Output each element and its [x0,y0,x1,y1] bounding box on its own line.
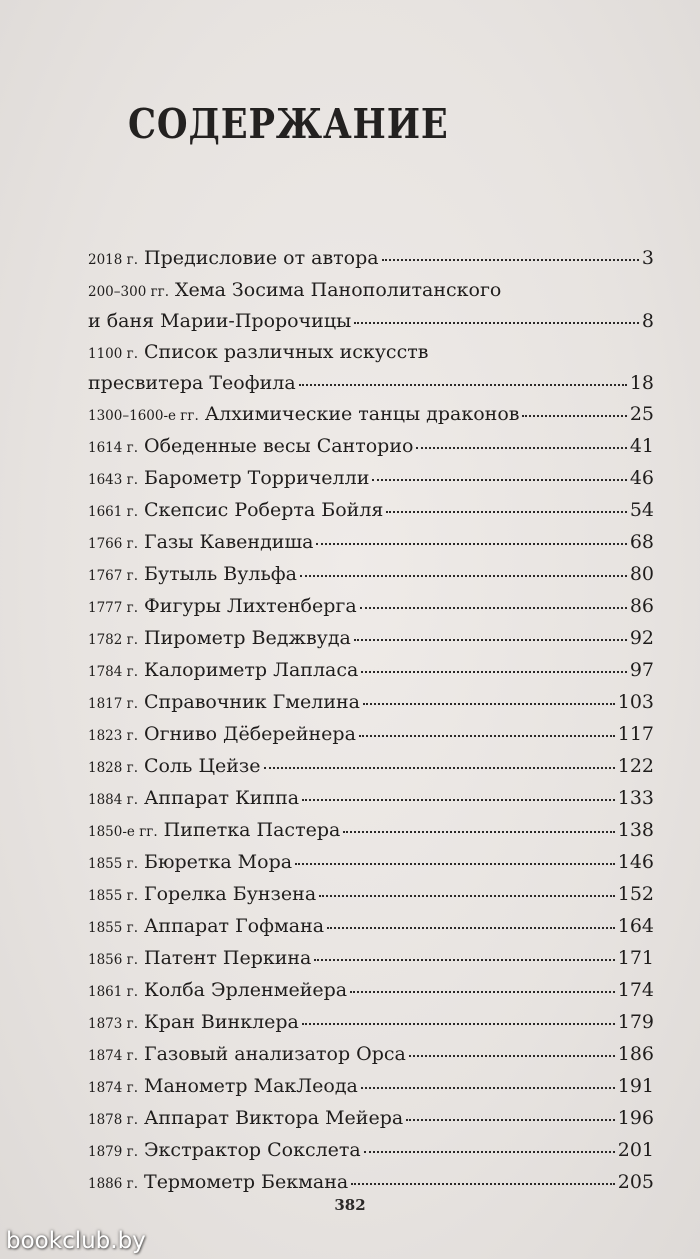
dot-leader [351,1183,615,1185]
toc-entry [88,558,654,590]
entry-title: Аппарат Гофмана [144,915,325,937]
entry-year: 1855 г. [88,856,139,872]
entry-title-continuation: пресвитера Теофила [88,372,296,394]
entry-page: 191 [617,1075,654,1097]
dot-leader [302,799,615,801]
entry-page: 152 [617,883,654,905]
entry-year: 1856 г. [88,952,139,968]
entry-page: 103 [617,691,654,713]
toc-entry [88,1102,654,1134]
toc-entry [88,718,654,750]
entry-year: 1777 г. [88,600,139,616]
toc-entry [88,274,654,306]
page-number: 382 [334,1196,366,1214]
toc-entry [88,526,654,558]
dot-leader [360,607,627,609]
entry-page: 205 [617,1171,654,1193]
dot-leader [316,543,626,545]
toc-entry [88,1166,654,1198]
entry-title: Хема Зосима Панополитанского [175,279,502,301]
dot-leader [416,447,626,449]
toc-entry [88,1134,654,1166]
entry-page: 117 [617,723,654,745]
toc-entry [88,1070,654,1102]
entry-title: Газовый анализатор Орса [144,1043,406,1065]
entry-title: Обеденные весы Санторио [144,435,414,457]
toc-entry [88,1006,654,1038]
dot-leader [406,1119,615,1121]
entry-title: Бутыль Вульфа [144,563,297,585]
entry-title: Пипетка Пастера [163,819,341,841]
entry-page: 186 [617,1043,654,1065]
entry-title: Барометр Торричелли [144,467,370,489]
entry-year: 1766 г. [88,536,139,552]
entry-page: 18 [629,372,654,394]
entry-page: 86 [629,595,654,617]
entry-page: 201 [617,1139,654,1161]
entry-page: 92 [629,627,654,649]
toc-entry [88,750,654,782]
dot-leader [264,767,615,769]
entry-year: 1817 г. [88,696,139,712]
entry-page: 46 [629,467,654,489]
toc-entry [88,336,654,368]
entry-year: 1855 г. [88,920,139,936]
toc-entry [88,622,654,654]
entry-title: Предисловие от автора [144,247,379,269]
toc-entry [88,846,654,878]
entry-title: Термометр Бекмана [144,1171,349,1193]
dot-leader [295,863,615,865]
entry-title: Манометр МакЛеода [144,1075,358,1097]
toc-entry [88,942,654,974]
entry-title: Алхимические танцы драконов [204,403,520,425]
toc-entry [88,878,654,910]
toc-entry [88,782,654,814]
toc-entry [88,910,654,942]
toc-entry [88,1038,654,1070]
toc-entry-continuation [88,368,654,398]
entry-page: 41 [629,435,654,457]
entry-year: 1100 г. [88,346,139,362]
dot-leader [299,384,627,386]
toc-entry [88,462,654,494]
entry-year: 1884 г. [88,792,139,808]
toc-entry [88,494,654,526]
entry-year: 200–300 гг. [88,284,170,300]
entry-year: 1823 г. [88,728,139,744]
entry-page: 138 [617,819,654,841]
entry-year: 1300–1600-е гг. [88,408,199,424]
dot-leader [302,1023,615,1025]
toc-entry [88,654,654,686]
entry-title: Колба Эрленмейера [144,979,348,1001]
entry-year: 1850-е гг. [88,824,158,840]
entry-page: 80 [629,563,654,585]
dot-leader [354,639,627,641]
entry-page: 68 [629,531,654,553]
entry-title: Калориметр Лапласа [144,659,359,681]
entry-title: Патент Перкина [144,947,312,969]
entry-title: Горелка Бунзена [144,883,317,905]
watermark: bookclub.by [6,1228,146,1254]
dot-leader [359,735,615,737]
entry-year: 1784 г. [88,664,139,680]
entry-year: 1861 г. [88,984,139,1000]
entry-year: 1886 г. [88,1176,139,1192]
entry-page: 174 [617,979,654,1001]
entry-year: 1782 г. [88,632,139,648]
dot-leader [319,895,615,897]
entry-page: 133 [617,787,654,809]
dot-leader [409,1055,615,1057]
entry-title: Пирометр Веджвуда [144,627,351,649]
entry-year: 1614 г. [88,440,139,456]
dot-leader [386,511,626,513]
toc-entry [88,686,654,718]
entry-title: Справочник Гмелина [144,691,360,713]
entry-title: Экстрактор Сокслета [144,1139,361,1161]
entry-year: 1878 г. [88,1112,139,1128]
entry-title-continuation: и баня Марии-Пророчицы [88,310,352,332]
entry-title: Газы Кавендиша [144,531,314,553]
dot-leader [361,671,626,673]
entry-year: 1828 г. [88,760,139,776]
toc-entry [88,814,654,846]
entry-page: 196 [617,1107,654,1129]
entry-year: 2018 г. [88,252,139,268]
dot-leader [300,575,627,577]
entry-year: 1855 г. [88,888,139,904]
entry-page: 146 [617,851,654,873]
dot-leader [364,1151,615,1153]
dot-leader [382,259,639,261]
entry-year: 1879 г. [88,1144,139,1160]
dot-leader [343,831,614,833]
table-of-contents [88,242,654,1198]
entry-title: Огниво Дёберейнера [144,723,356,745]
toc-entry-continuation [88,306,654,336]
entry-year: 1767 г. [88,568,139,584]
entry-title: Кран Винклера [144,1011,299,1033]
entry-page: 164 [617,915,654,937]
dot-leader [350,991,615,993]
entry-year: 1661 г. [88,504,139,520]
toc-entry [88,974,654,1006]
entry-page: 171 [617,947,654,969]
entry-page: 54 [629,499,654,521]
entry-year: 1873 г. [88,1016,139,1032]
entry-title: Соль Цейзе [144,755,261,777]
entry-page: 3 [641,247,654,269]
dot-leader [363,703,615,705]
toc-entry [88,590,654,622]
dot-leader [327,927,615,929]
toc-entry [88,430,654,462]
entry-year: 1874 г. [88,1080,139,1096]
entry-page: 25 [629,403,654,425]
dot-leader [372,479,626,481]
entry-title: Бюретка Мора [144,851,293,873]
dot-leader [354,322,639,324]
entry-title: Аппарат Киппа [144,787,300,809]
entry-page: 122 [617,755,654,777]
entry-title: Аппарат Виктора Мейера [144,1107,404,1129]
entry-title: Список различных искусств [144,341,429,363]
toc-entry [88,242,654,274]
dot-leader [314,959,614,961]
entry-title: Скепсис Роберта Бойля [144,499,384,521]
page-title: СОДЕРЖАНИЕ [128,100,449,148]
entry-page: 97 [629,659,654,681]
entry-page: 179 [617,1011,654,1033]
toc-entry [88,398,654,430]
entry-year: 1874 г. [88,1048,139,1064]
dot-leader [361,1087,615,1089]
entry-title: Фигуры Лихтенберга [144,595,357,617]
entry-year: 1643 г. [88,472,139,488]
dot-leader [522,415,626,417]
entry-page: 8 [641,310,654,332]
